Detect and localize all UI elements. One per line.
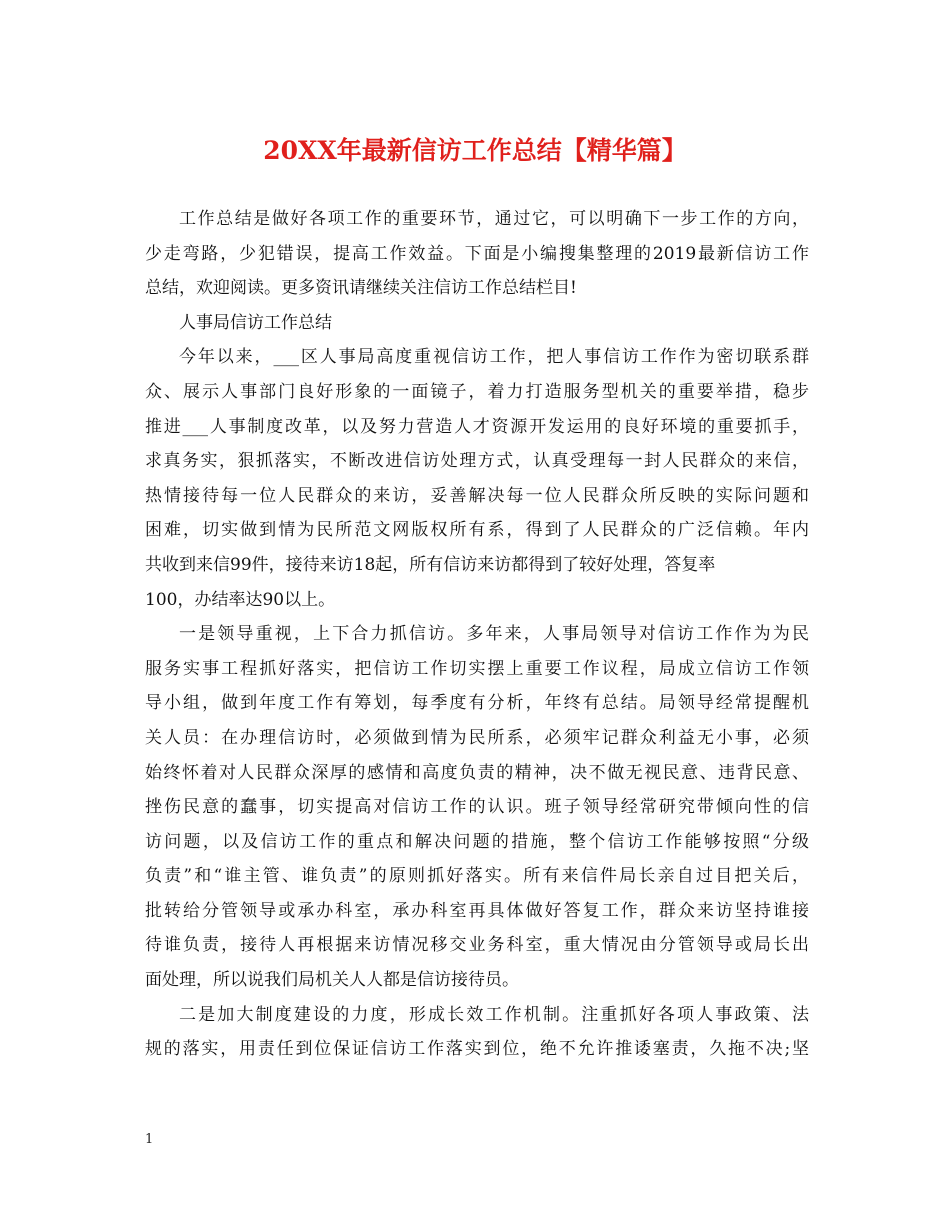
body-text-line: 规的落实，用责任到位保证信访工作落实到位，绝不允许推诿塞责，久拖不决;坚 — [145, 1039, 809, 1060]
body-text-line: 待谁负责，接待人再根据来访情况移交业务科室，重大情况由分管领导或局长出 — [145, 935, 809, 956]
body-text-line: 100，办结率达90以上。 — [145, 589, 336, 610]
body-text-line: 负责”和“谁主管、谁负责”的原则抓好落实。所有来信件局长亲自过目把关后， — [145, 866, 809, 887]
body-text-line: 二是加大制度建设的力度，形成长效工作机制。注重抓好各项人事政策、法 — [179, 1004, 809, 1025]
body-text-line: 人事局信访工作总结 — [179, 312, 332, 333]
body-text-line: 挫伤民意的蠢事，切实提高对信访工作的认识。班子领导经常研究带倾向性的信 — [145, 797, 809, 818]
body-text-line: 一是领导重视，上下合力抓信访。多年来，人事局领导对信访工作作为为民 — [179, 624, 809, 645]
body-text-line: 困难，切实做到情为民所范文网版权所有系，得到了人民群众的广泛信赖。年内 — [145, 520, 809, 541]
body-text-line: 始终怀着对人民群众深厚的感情和高度负责的精神，决不做无视民意、违背民意、 — [145, 762, 809, 783]
body-text-line: 少走弯路，少犯错误，提高工作效益。下面是小编搜集整理的2019最新信访工作 — [145, 243, 809, 264]
body-text-line: 推进___人事制度改革，以及努力营造人才资源开发运用的良好环境的重要抓手， — [145, 416, 809, 437]
document-body — [145, 202, 809, 1067]
body-text-line: 访问题，以及信访工作的重点和解决问题的措施，整个信访工作能够按照“分级 — [145, 831, 809, 852]
body-text-line: 求真务实，狠抓落实，不断改进信访处理方式，认真受理每一封人民群众的来信， — [145, 451, 809, 472]
body-text-line: 面处理，所以说我们局机关人人都是信访接待员。 — [145, 970, 519, 991]
body-text-line: 众、展示人事部门良好形象的一面镜子，着力打造服务型机关的重要举措，稳步 — [145, 381, 809, 402]
body-text-line: 批转给分管领导或承办科室，承办科室再具体做好答复工作，群众来访坚持谁接 — [145, 900, 809, 921]
page-number: 1 — [145, 1132, 154, 1147]
body-text-line: 热情接待每一位人民群众的来访，妥善解决每一位人民群众所反映的实际问题和 — [145, 485, 809, 506]
body-text-line: 关人员：在办理信访时，必须做到情为民所系，必须牢记群众利益无小事，必须 — [145, 727, 809, 748]
body-text-line: 今年以来，___区人事局高度重视信访工作，把人事信访工作作为密切联系群 — [179, 347, 809, 368]
body-text-line: 服务实事工程抓好落实，把信访工作切实摆上重要工作议程，局成立信访工作领 — [145, 658, 809, 679]
body-text-line: 总结，欢迎阅读。更多资讯请继续关注信访工作总结栏目! — [145, 278, 577, 299]
body-text-line: 导小组，做到年度工作有筹划，每季度有分析，年终有总结。局领导经常提醒机 — [145, 693, 809, 714]
body-text-line: 工作总结是做好各项工作的重要环节，通过它，可以明确下一步工作的方向， — [179, 209, 809, 229]
document-title: 20XX年最新信访工作总结【精华篇】 — [263, 136, 687, 165]
body-text-line: 共收到来信99件，接待来访18起，所有信访来访都得到了较好处理，答复率 — [145, 554, 716, 575]
